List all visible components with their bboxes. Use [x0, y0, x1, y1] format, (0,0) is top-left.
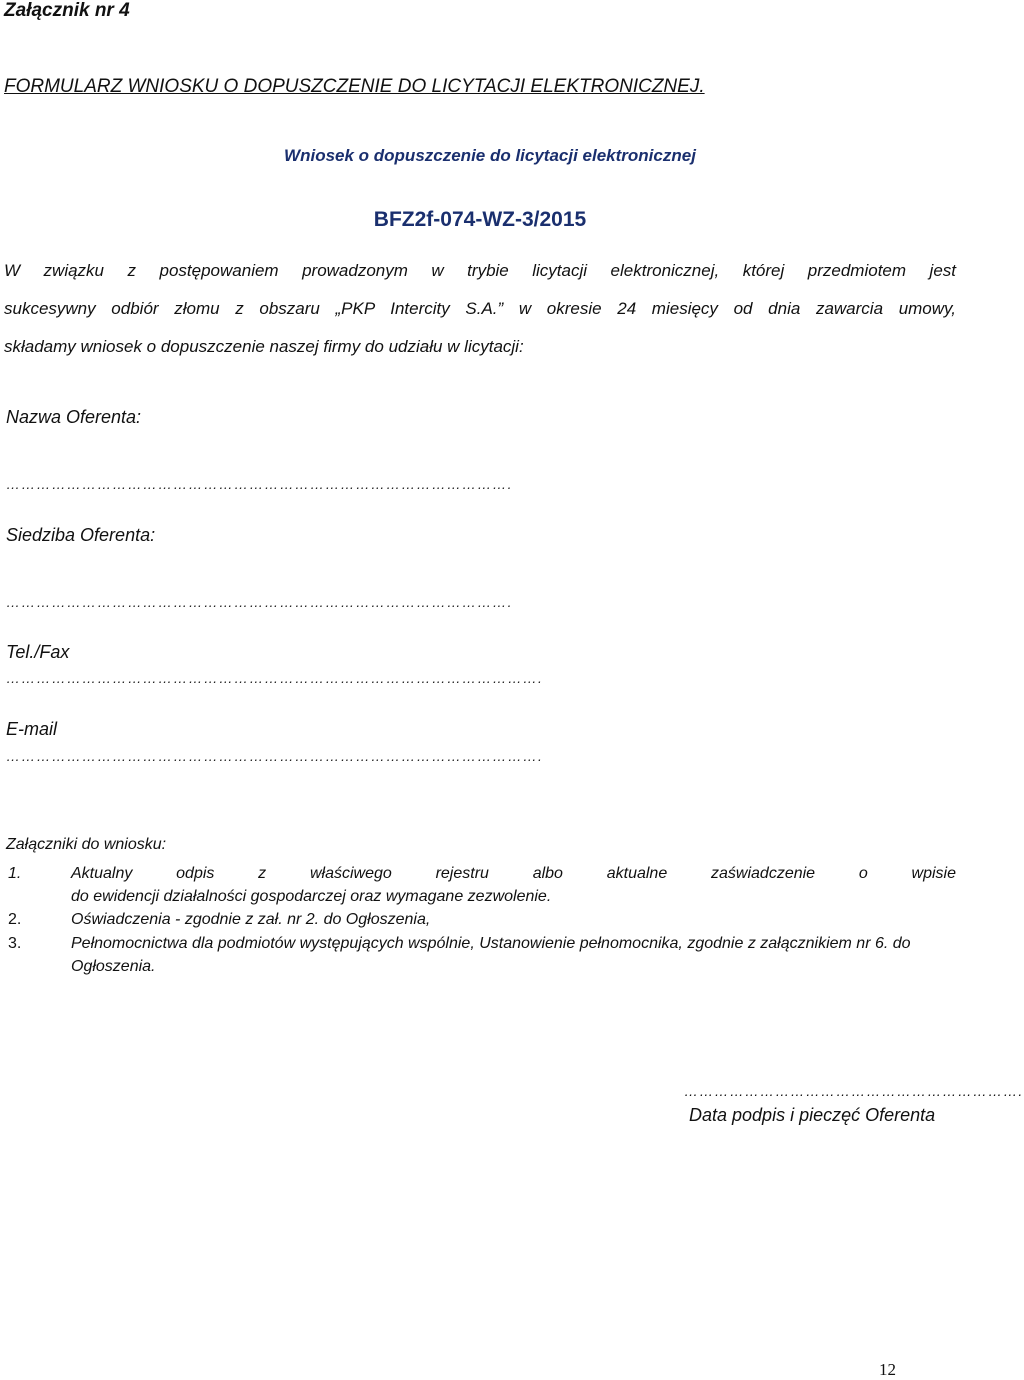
name-label: Nazwa Oferenta:	[6, 407, 142, 427]
attachment-text: Aktualny odpis z właściwego rejestru albo aktualne zaświadczenie o wpisie	[71, 865, 956, 882]
attachment-number: 1.	[8, 865, 22, 882]
attachment-text-continued: 6. do Ogłoszenia.	[71, 935, 911, 975]
reference-code: BFZ2f-074-WZ-3/2015	[373, 208, 587, 231]
signature-label: Data podpis i pieczęć Oferenta	[689, 1105, 936, 1125]
attachment-number: 3.	[8, 935, 22, 952]
attachment-item	[8, 862, 956, 908]
attachments-heading: Załączniki do wniosku:	[6, 836, 167, 853]
form-subtitle: Wniosek o dopuszczenie do licytacji elektronicznej	[284, 146, 696, 165]
phone-fax-fill-line[interactable]: …………………………………………………………………………………………….	[6, 670, 544, 686]
attachment-item	[8, 908, 956, 931]
name-fill-line[interactable]: ……………………………………………………………………………………….	[6, 476, 513, 492]
page-number: 12	[879, 1360, 896, 1379]
phone-fax-label: Tel./Fax	[6, 642, 70, 662]
attachment-text: Oświadczenia - zgodnie z zał. nr 2. do Ogłoszenia,	[71, 911, 431, 928]
email-label: E-mail	[6, 719, 58, 739]
attachment-text: Pełnomocnictwa dla podmiotów występujących wspólnie, Ustanowienie pełnomocnika, zgodnie z załącznikiem nr	[71, 935, 871, 952]
intro-paragraph	[4, 252, 956, 366]
form-title: FORMULARZ WNIOSKU O DOPUSZCZENIE DO LICYTACJI ELEKTRONICZNEJ.	[4, 76, 705, 97]
seat-label: Siedziba Oferenta:	[6, 525, 156, 545]
email-fill-line[interactable]: …………………………………………………………………………………………….	[6, 748, 544, 764]
attachment-text-continued: do ewidencji działalności gospodarczej oraz wymagane zezwolenie.	[71, 888, 552, 905]
intro-line-2: sukcesywny odbiór złomu z obszaru „PKP Intercity S.A.” w okresie 24 miesięcy od dnia zawarcia umowy,	[4, 299, 956, 318]
attachment-number: 2.	[8, 911, 22, 928]
intro-line-1: W związku z postępowaniem prowadzonym w trybie licytacji elektronicznej, której przedmiotem jest	[4, 261, 956, 280]
attachment-number: Załącznik nr 4	[4, 0, 130, 21]
intro-line-3: składamy wniosek o dopuszczenie naszej firmy do udziału w licytacji:	[4, 337, 524, 356]
attachment-item	[8, 932, 956, 978]
seat-fill-line[interactable]: ……………………………………………………………………………………….	[6, 594, 513, 610]
signature-fill-line[interactable]: ………………………………………………………….	[684, 1083, 1024, 1099]
